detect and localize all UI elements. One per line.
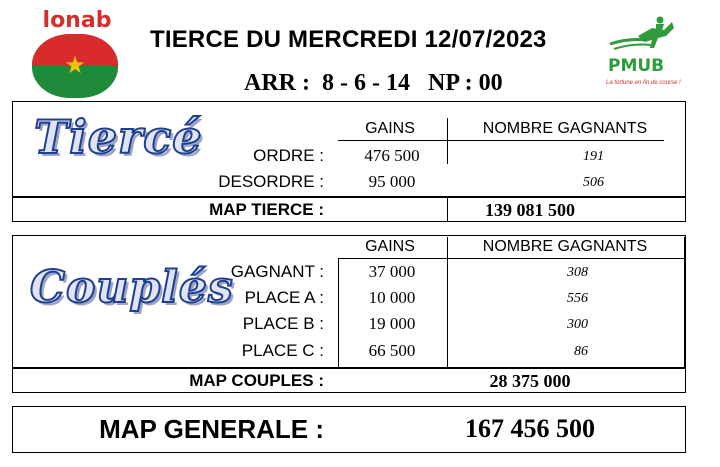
couples-row-gain: 66 500 (368, 341, 416, 360)
page-title: TIERCE DU MERCREDI 12/07/2023 (150, 26, 547, 53)
pmub-logo (600, 14, 680, 94)
couples-winners-header: NOMBRE GAGNANTS (482, 238, 648, 255)
couples-row-gain: 19 000 (368, 314, 416, 333)
couples-row-gain: 37 000 (368, 262, 416, 281)
couples-row-label: PLACE A : (244, 288, 324, 307)
tierce-map-divider (12, 196, 686, 198)
couples-row-winners: 556 (567, 291, 588, 306)
map-couples-label: MAP COUPLES : (189, 371, 324, 390)
couples-row-label: PLACE B : (242, 314, 324, 333)
tierce-gains-header: GAINS (365, 120, 415, 137)
burkina-flag-icon: ★ (32, 34, 118, 98)
couples-decorative-word: Couplés (30, 262, 234, 313)
tierce-map-column-divider (447, 196, 448, 222)
couples-map-divider (12, 367, 686, 369)
tierce-row-winners: 506 (583, 175, 604, 190)
couples-row-label: PLACE C : (241, 341, 324, 360)
lonab-logo-text: lonab (42, 8, 112, 33)
map-generale-value: 167 456 500 (465, 414, 595, 443)
map-generale-label: MAP GENERALE : (99, 414, 324, 444)
arr-value: 8 - 6 - 14 (322, 70, 410, 96)
tierce-row-winners: 191 (583, 149, 604, 164)
tierce-row-gain: 476 500 (364, 146, 420, 165)
arr-label: ARR : (244, 70, 310, 96)
couples-header-divider (338, 258, 684, 259)
couples-row-gain: 10 000 (368, 288, 416, 307)
tierce-decorative-word: Tiercé (34, 110, 203, 164)
map-tierce-label: MAP TIERCE : (209, 200, 324, 219)
tierce-column-divider (447, 118, 448, 164)
pmub-tagline: La fortune en fin de course ! (606, 80, 681, 86)
np-value: 00 (478, 70, 503, 96)
map-tierce-value: 139 081 500 (485, 200, 575, 220)
couples-row-winners: 308 (567, 265, 588, 280)
couples-row-winners: 300 (567, 317, 588, 332)
tierce-row-label: ORDRE : (253, 146, 324, 165)
tierce-row-gain: 95 000 (368, 172, 416, 191)
tierce-header-divider (338, 140, 664, 141)
couples-right-divider (684, 237, 685, 367)
tierce-row-label: DESORDRE : (218, 172, 324, 191)
arrival-line (244, 70, 503, 97)
lonab-logo (18, 6, 136, 104)
np-label: NP : (427, 70, 473, 96)
horse-rider-icon (608, 14, 678, 54)
couples-row-label: GAGNANT : (230, 262, 324, 281)
pmub-logo-text: PMUB (608, 56, 665, 76)
couples-row-winners: 86 (574, 344, 588, 359)
couples-column-divider (447, 237, 448, 367)
tierce-winners-header: NOMBRE GAGNANTS (482, 120, 648, 137)
couples-left-divider (338, 259, 339, 367)
couples-gains-header: GAINS (365, 238, 415, 255)
map-couples-value: 28 375 000 (489, 371, 571, 391)
